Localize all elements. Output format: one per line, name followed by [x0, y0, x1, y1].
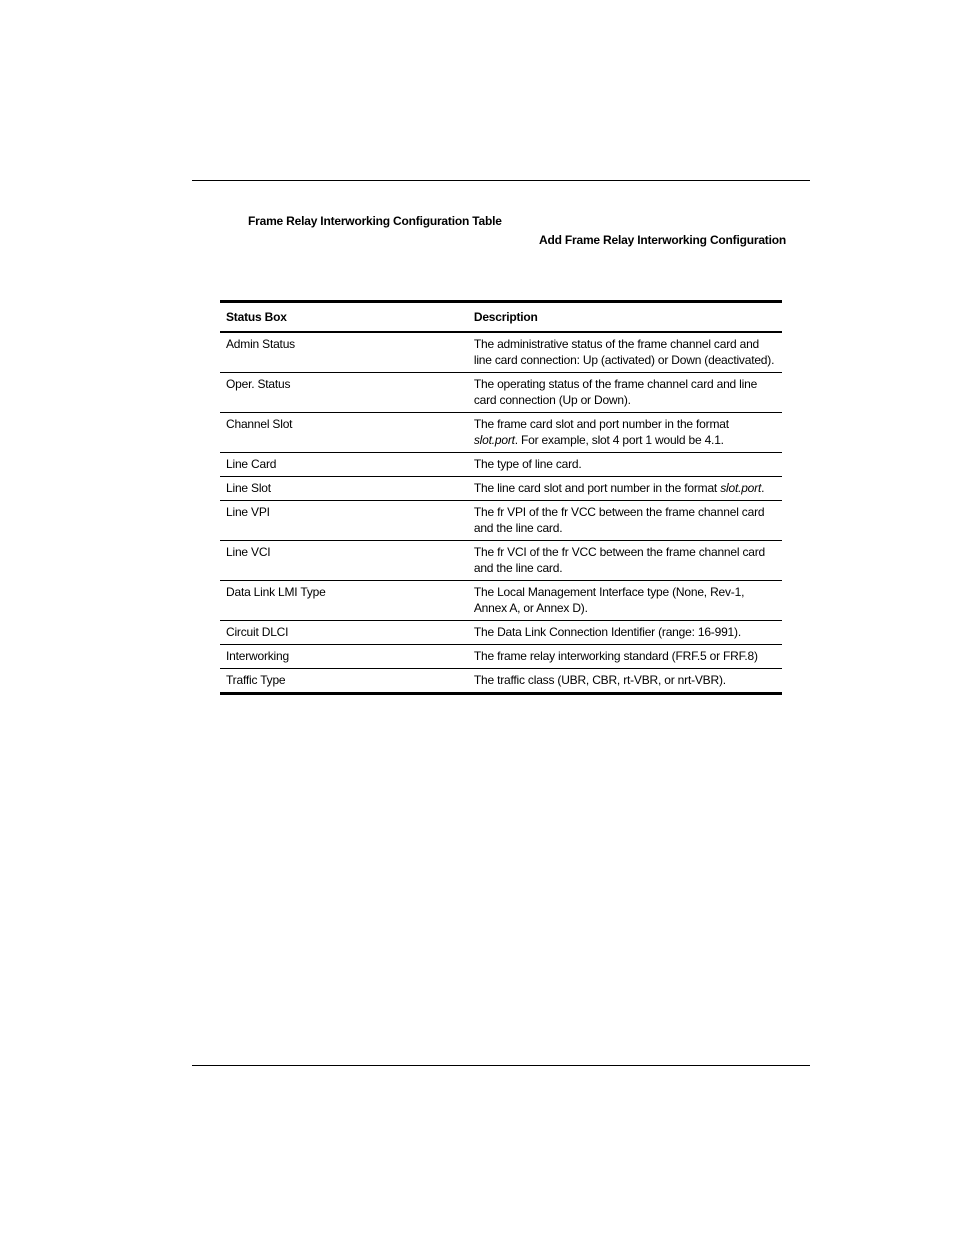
table-row: [220, 541, 782, 581]
column-header-status-box: Status Box: [226, 310, 287, 324]
description-text: The line card slot and port number in the format: [473, 481, 721, 495]
table-row: [220, 645, 782, 669]
format-term: slot.port: [473, 433, 515, 447]
status-box-cell: Channel Slot: [220, 413, 468, 453]
status-box-cell: Circuit DLCI: [220, 621, 468, 645]
status-box-cell: Interworking: [220, 645, 468, 669]
table-reference-heading: Frame Relay Interworking Configuration Table: [248, 214, 502, 228]
table-row: [220, 621, 782, 645]
description-cell: The Data Link Connection Identifier (range: 16-991).: [468, 621, 782, 645]
table-row: [220, 501, 782, 541]
table-row: [220, 453, 782, 477]
description-cell: [468, 413, 782, 453]
description-cell: The administrative status of the frame channel card and line card connection: Up (activated) or Down (deactivated).: [468, 332, 782, 373]
section-reference-heading: Add Frame Relay Interworking Configuration: [539, 233, 786, 247]
table-row: [220, 477, 782, 501]
table-row: [220, 332, 782, 373]
table-row: [220, 373, 782, 413]
header-rule: [192, 180, 810, 181]
description-text: .: [761, 481, 765, 495]
description-cell: The fr VPI of the fr VCC between the frame channel card and the line card.: [468, 501, 782, 541]
status-box-cell: Line VPI: [220, 501, 468, 541]
description-cell: The operating status of the frame channel card and line card connection (Up or Down).: [468, 373, 782, 413]
table-row: [220, 413, 782, 453]
status-box-table: [220, 300, 782, 695]
description-cell: The Local Management Interface type (None, Rev-1, Annex A, or Annex D).: [468, 581, 782, 621]
status-box-cell: Oper. Status: [220, 373, 468, 413]
status-box-cell: Line VCI: [220, 541, 468, 581]
description-cell: The type of line card.: [468, 453, 782, 477]
description-cell: [468, 477, 782, 501]
description-cell: The traffic class (UBR, CBR, rt-VBR, or nrt-VBR).: [468, 669, 782, 694]
format-term: slot.port: [720, 481, 762, 495]
status-box-cell: Line Slot: [220, 477, 468, 501]
description-cell: The frame relay interworking standard (FRF.5 or FRF.8): [468, 645, 782, 669]
column-header-description: Description: [473, 310, 538, 324]
status-box-cell: Admin Status: [220, 332, 468, 373]
status-box-cell: Traffic Type: [220, 669, 468, 694]
footer-rule: [192, 1065, 810, 1066]
status-box-cell: Line Card: [220, 453, 468, 477]
description-cell: The fr VCI of the fr VCC between the frame channel card and the line card.: [468, 541, 782, 581]
table-header-row: [220, 302, 782, 333]
description-text: The frame card slot and port number in the format: [473, 417, 729, 431]
table-row: [220, 669, 782, 694]
status-box-cell: Data Link LMI Type: [220, 581, 468, 621]
table-row: [220, 581, 782, 621]
description-text: . For example, slot 4 port 1 would be 4.1.: [514, 433, 724, 447]
